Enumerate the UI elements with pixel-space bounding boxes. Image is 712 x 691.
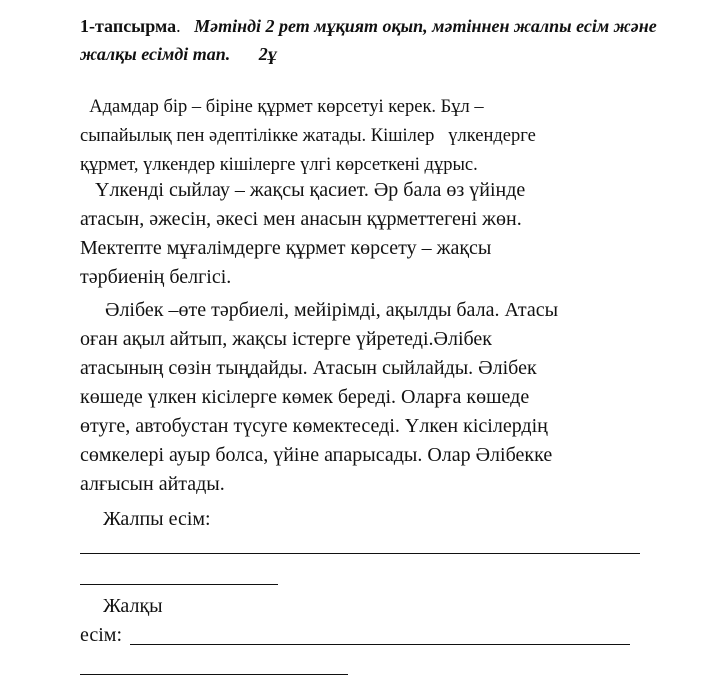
common-noun-label: Жалпы есім:: [103, 508, 211, 530]
proper-noun-label-line1: Жалқы: [103, 595, 163, 617]
paragraph-line: Адамдар бір – біріне құрмет көрсетуі керек. Бұл –: [80, 97, 484, 117]
common-noun-answer-line-1[interactable]: [80, 553, 640, 554]
paragraph-line: сөмкелері ауыр болса, үйіне апарысады. Олар Әлібекке: [80, 444, 553, 466]
paragraph-line: Әлібек –өте тәрбиелі, мейірімді, ақылды бала. Атасы: [80, 299, 559, 321]
paragraph-line: құрмет, үлкендер кішілерге үлгі көрсеткені дұрыс.: [80, 155, 478, 175]
common-noun-answer-line-2[interactable]: [80, 584, 278, 585]
paragraph-line: атасының сөзін тыңдайды. Атасын сыйлайды. Әлібек: [80, 357, 537, 379]
paragraph-line: көшеде үлкен кісілерге көмек береді. Оларға көшеде: [80, 386, 530, 408]
paragraph-2: [80, 176, 650, 292]
paragraph-line: Мектепте мұғалімдерге құрмет көрсету – жақсы: [80, 237, 492, 259]
paragraph-line: сыпайылық пен әдептілікке жатады. Кішілер үлкендерге: [80, 126, 536, 146]
paragraph-1: [80, 93, 650, 180]
paragraph-3: [80, 296, 650, 499]
proper-noun-answer-line-2[interactable]: [80, 674, 348, 675]
paragraph-line: оған ақыл айтып, жақсы істерге үйретеді.Әлібек: [80, 328, 493, 350]
task-header: [80, 12, 680, 68]
paragraph-line: Үлкенді сыйлау – жақсы қасиет. Әр бала өз үйінде: [80, 179, 526, 201]
task-instruction: Мәтінді 2 рет мұқият оқып, мәтіннен жалпы есім және жалқы есімді тап.: [80, 16, 657, 64]
task-points: 2ұ: [258, 44, 277, 64]
paragraph-line: өтуге, автобустан түсуге көмектеседі. Үлкен кісілердің: [80, 415, 548, 437]
task-number-dot: .: [176, 16, 181, 36]
proper-noun-label-line2: есім:: [80, 624, 123, 646]
paragraph-line: атасын, әжесін, әкесі мен анасын құрметтегені жөн.: [80, 208, 522, 230]
task-number: 1-тапсырма: [80, 16, 177, 36]
proper-noun-answer-line-1[interactable]: [130, 644, 630, 645]
paragraph-line: тәрбиенің белгісі.: [80, 266, 232, 288]
paragraph-line: алғысын айтады.: [80, 473, 225, 495]
